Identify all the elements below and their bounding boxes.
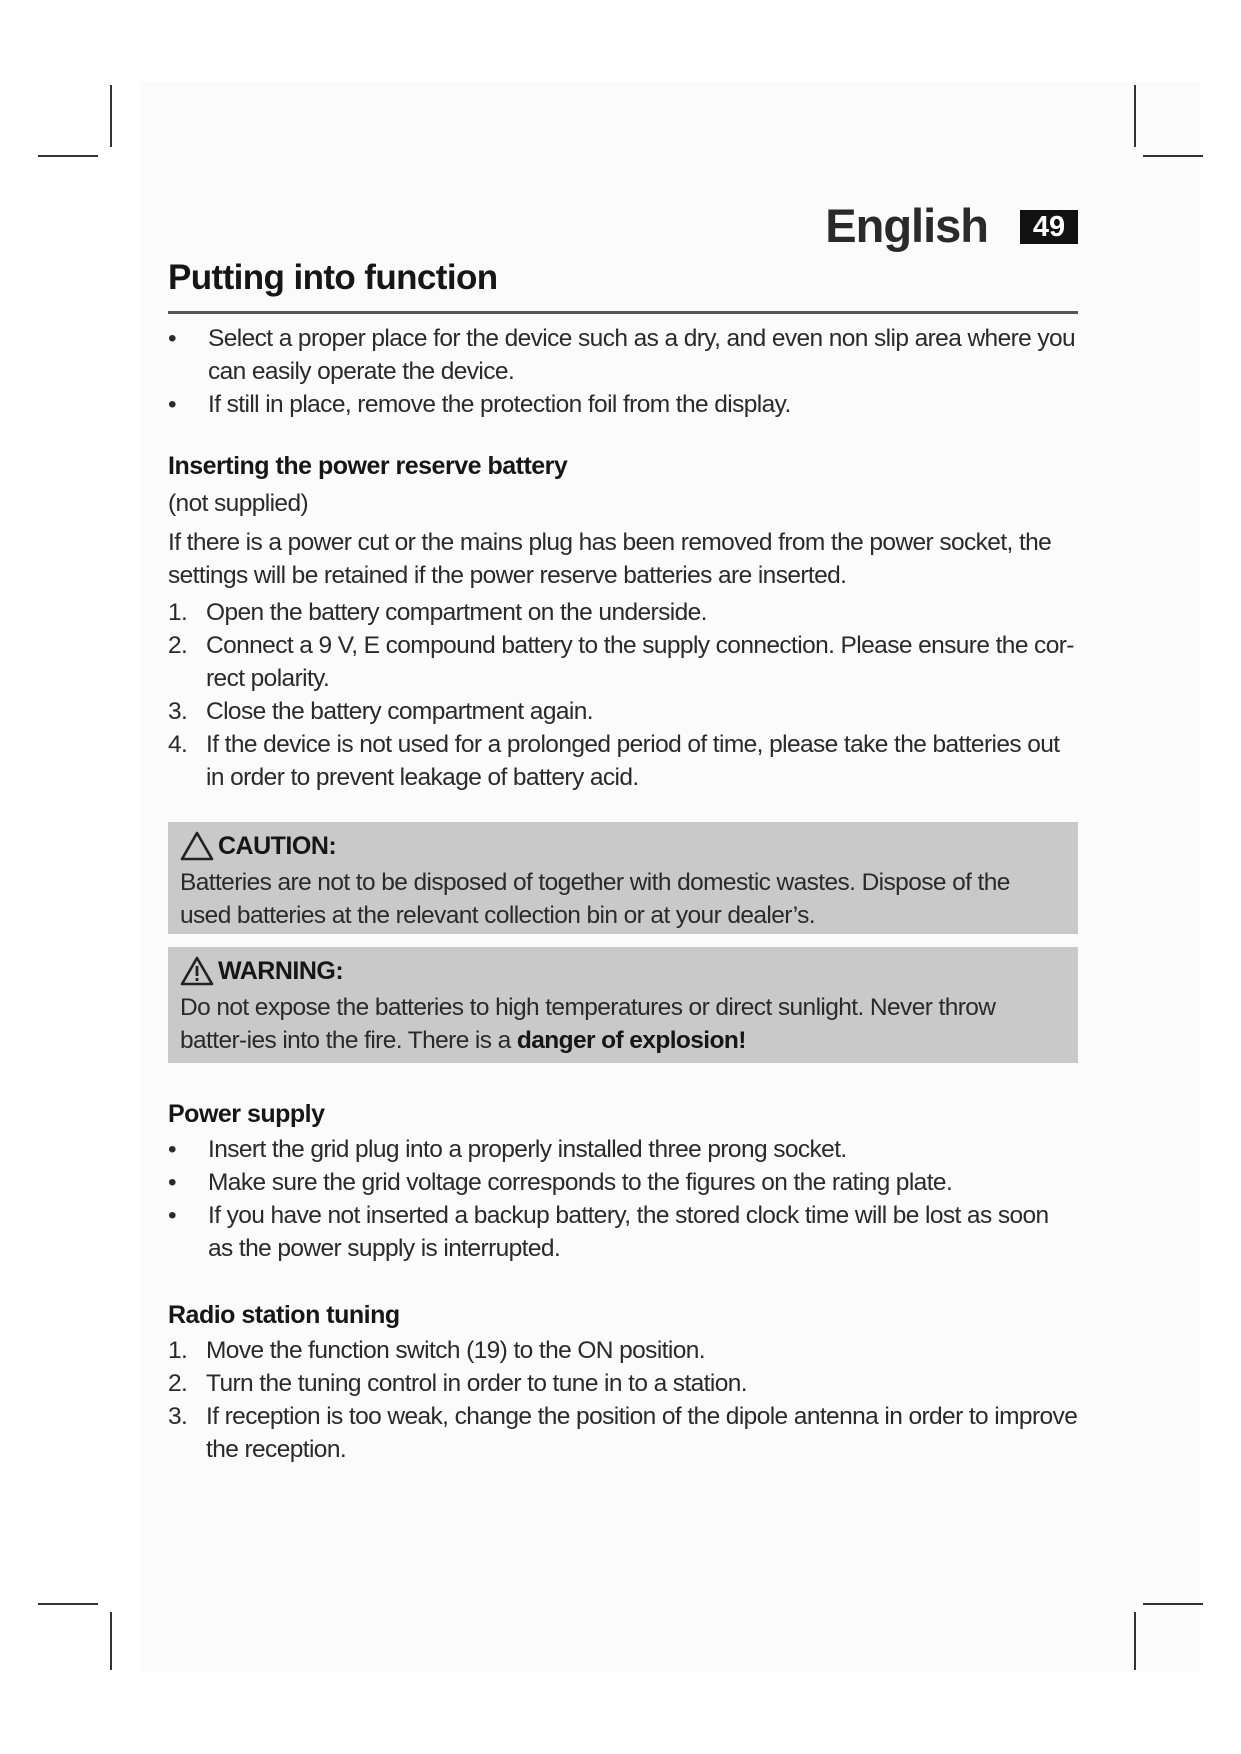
warning-text [180, 991, 1066, 1057]
battery-note: (not supplied) [168, 490, 309, 517]
step-number: 1. [168, 1337, 188, 1364]
section-title: Putting into function [168, 258, 498, 297]
warning-box [168, 947, 1078, 1063]
crop-mark [1143, 1603, 1203, 1605]
crop-mark [1134, 85, 1136, 147]
list-item [168, 596, 1078, 629]
warning-text-plain: Do not expose the batteries to high temperatures or direct sunlight. Never throw batter-ies into the fire. There is a [180, 994, 996, 1054]
caution-box [168, 822, 1078, 934]
step-text: Move the function switch (19) to the ON position. [206, 1337, 705, 1364]
list-item-text: If still in place, remove the protection foil from the display. [208, 391, 791, 418]
step-text: Turn the tuning control in order to tune in to a station. [206, 1370, 747, 1397]
step-number: 3. [168, 698, 188, 725]
battery-steps [168, 596, 1078, 794]
radio-steps [168, 1334, 1078, 1466]
caution-text: Batteries are not to be disposed of together with domestic wastes. Dispose of the used batteries at the relevant collection bin or at your dealer’s. [180, 869, 1010, 929]
intro-bullets [168, 322, 1078, 421]
list-item [168, 695, 1078, 728]
bullet-icon: • [168, 1169, 176, 1196]
list-item [168, 1400, 1078, 1466]
crop-mark [38, 1603, 98, 1605]
battery-heading: Inserting the power reserve battery [168, 452, 568, 480]
list-item [168, 728, 1078, 794]
language-label: English [825, 199, 988, 252]
list-item-text: If you have not inserted a backup battery, the stored clock time will be lost as soon as the power supply is interrupted. [208, 1202, 1049, 1262]
list-item [168, 1166, 1078, 1199]
step-text: Open the battery compartment on the underside. [206, 599, 707, 626]
step-text: If reception is too weak, change the position of the dipole antenna in order to improve the reception. [206, 1403, 1078, 1463]
warning-triangle-icon [180, 955, 214, 987]
step-number: 1. [168, 599, 188, 626]
step-number: 2. [168, 632, 188, 659]
list-item [168, 1199, 1078, 1265]
step-number: 3. [168, 1403, 188, 1430]
crop-mark [110, 1612, 112, 1670]
step-text: Close the battery compartment again. [206, 698, 593, 725]
step-number: 4. [168, 731, 188, 758]
warning-label: WARNING: [218, 956, 344, 985]
list-item [168, 1367, 1078, 1400]
list-item-text: Select a proper place for the device such as a dry, and even non slip area where you can easily operate the device. [208, 325, 1076, 385]
battery-intro: If there is a power cut or the mains plug has been removed from the power socket, the settings will be retained if the power reserve batteries are inserted. [168, 529, 1052, 589]
step-number: 2. [168, 1370, 188, 1397]
step-text: If the device is not used for a prolonged period of time, please take the batteries out in order to prevent leakage of battery acid. [206, 731, 1060, 791]
bullet-icon: • [168, 1202, 176, 1229]
crop-mark [1143, 155, 1203, 157]
crop-mark [38, 155, 98, 157]
power-bullets [168, 1133, 1078, 1265]
list-item [168, 388, 1078, 421]
bullet-icon: • [168, 325, 176, 352]
list-item [168, 629, 1078, 695]
crop-mark [110, 85, 112, 147]
warning-triangle-icon [180, 830, 214, 862]
power-heading: Power supply [168, 1100, 325, 1128]
radio-section [168, 1301, 1078, 1466]
caution-header [180, 826, 1066, 866]
power-section [168, 1100, 1078, 1265]
page-number: 49 [1020, 210, 1078, 244]
bullet-icon: • [168, 1136, 176, 1163]
warning-header [180, 951, 1066, 991]
radio-heading: Radio station tuning [168, 1301, 400, 1329]
list-item [168, 322, 1078, 388]
step-text: Connect a 9 V, E compound battery to the supply connection. Please ensure the cor-rect polarity. [206, 632, 1074, 692]
list-item [168, 1133, 1078, 1166]
battery-section [168, 452, 1078, 794]
list-item-text: Insert the grid plug into a properly installed three prong socket. [208, 1136, 847, 1163]
crop-mark [1134, 1612, 1136, 1670]
bullet-icon: • [168, 391, 176, 418]
title-rule [168, 311, 1078, 314]
list-item [168, 1334, 1078, 1367]
caution-label: CAUTION: [218, 831, 337, 860]
warning-emphasis: danger of explosion! [516, 1027, 746, 1054]
list-item-text: Make sure the grid voltage corresponds to the figures on the rating plate. [208, 1169, 953, 1196]
